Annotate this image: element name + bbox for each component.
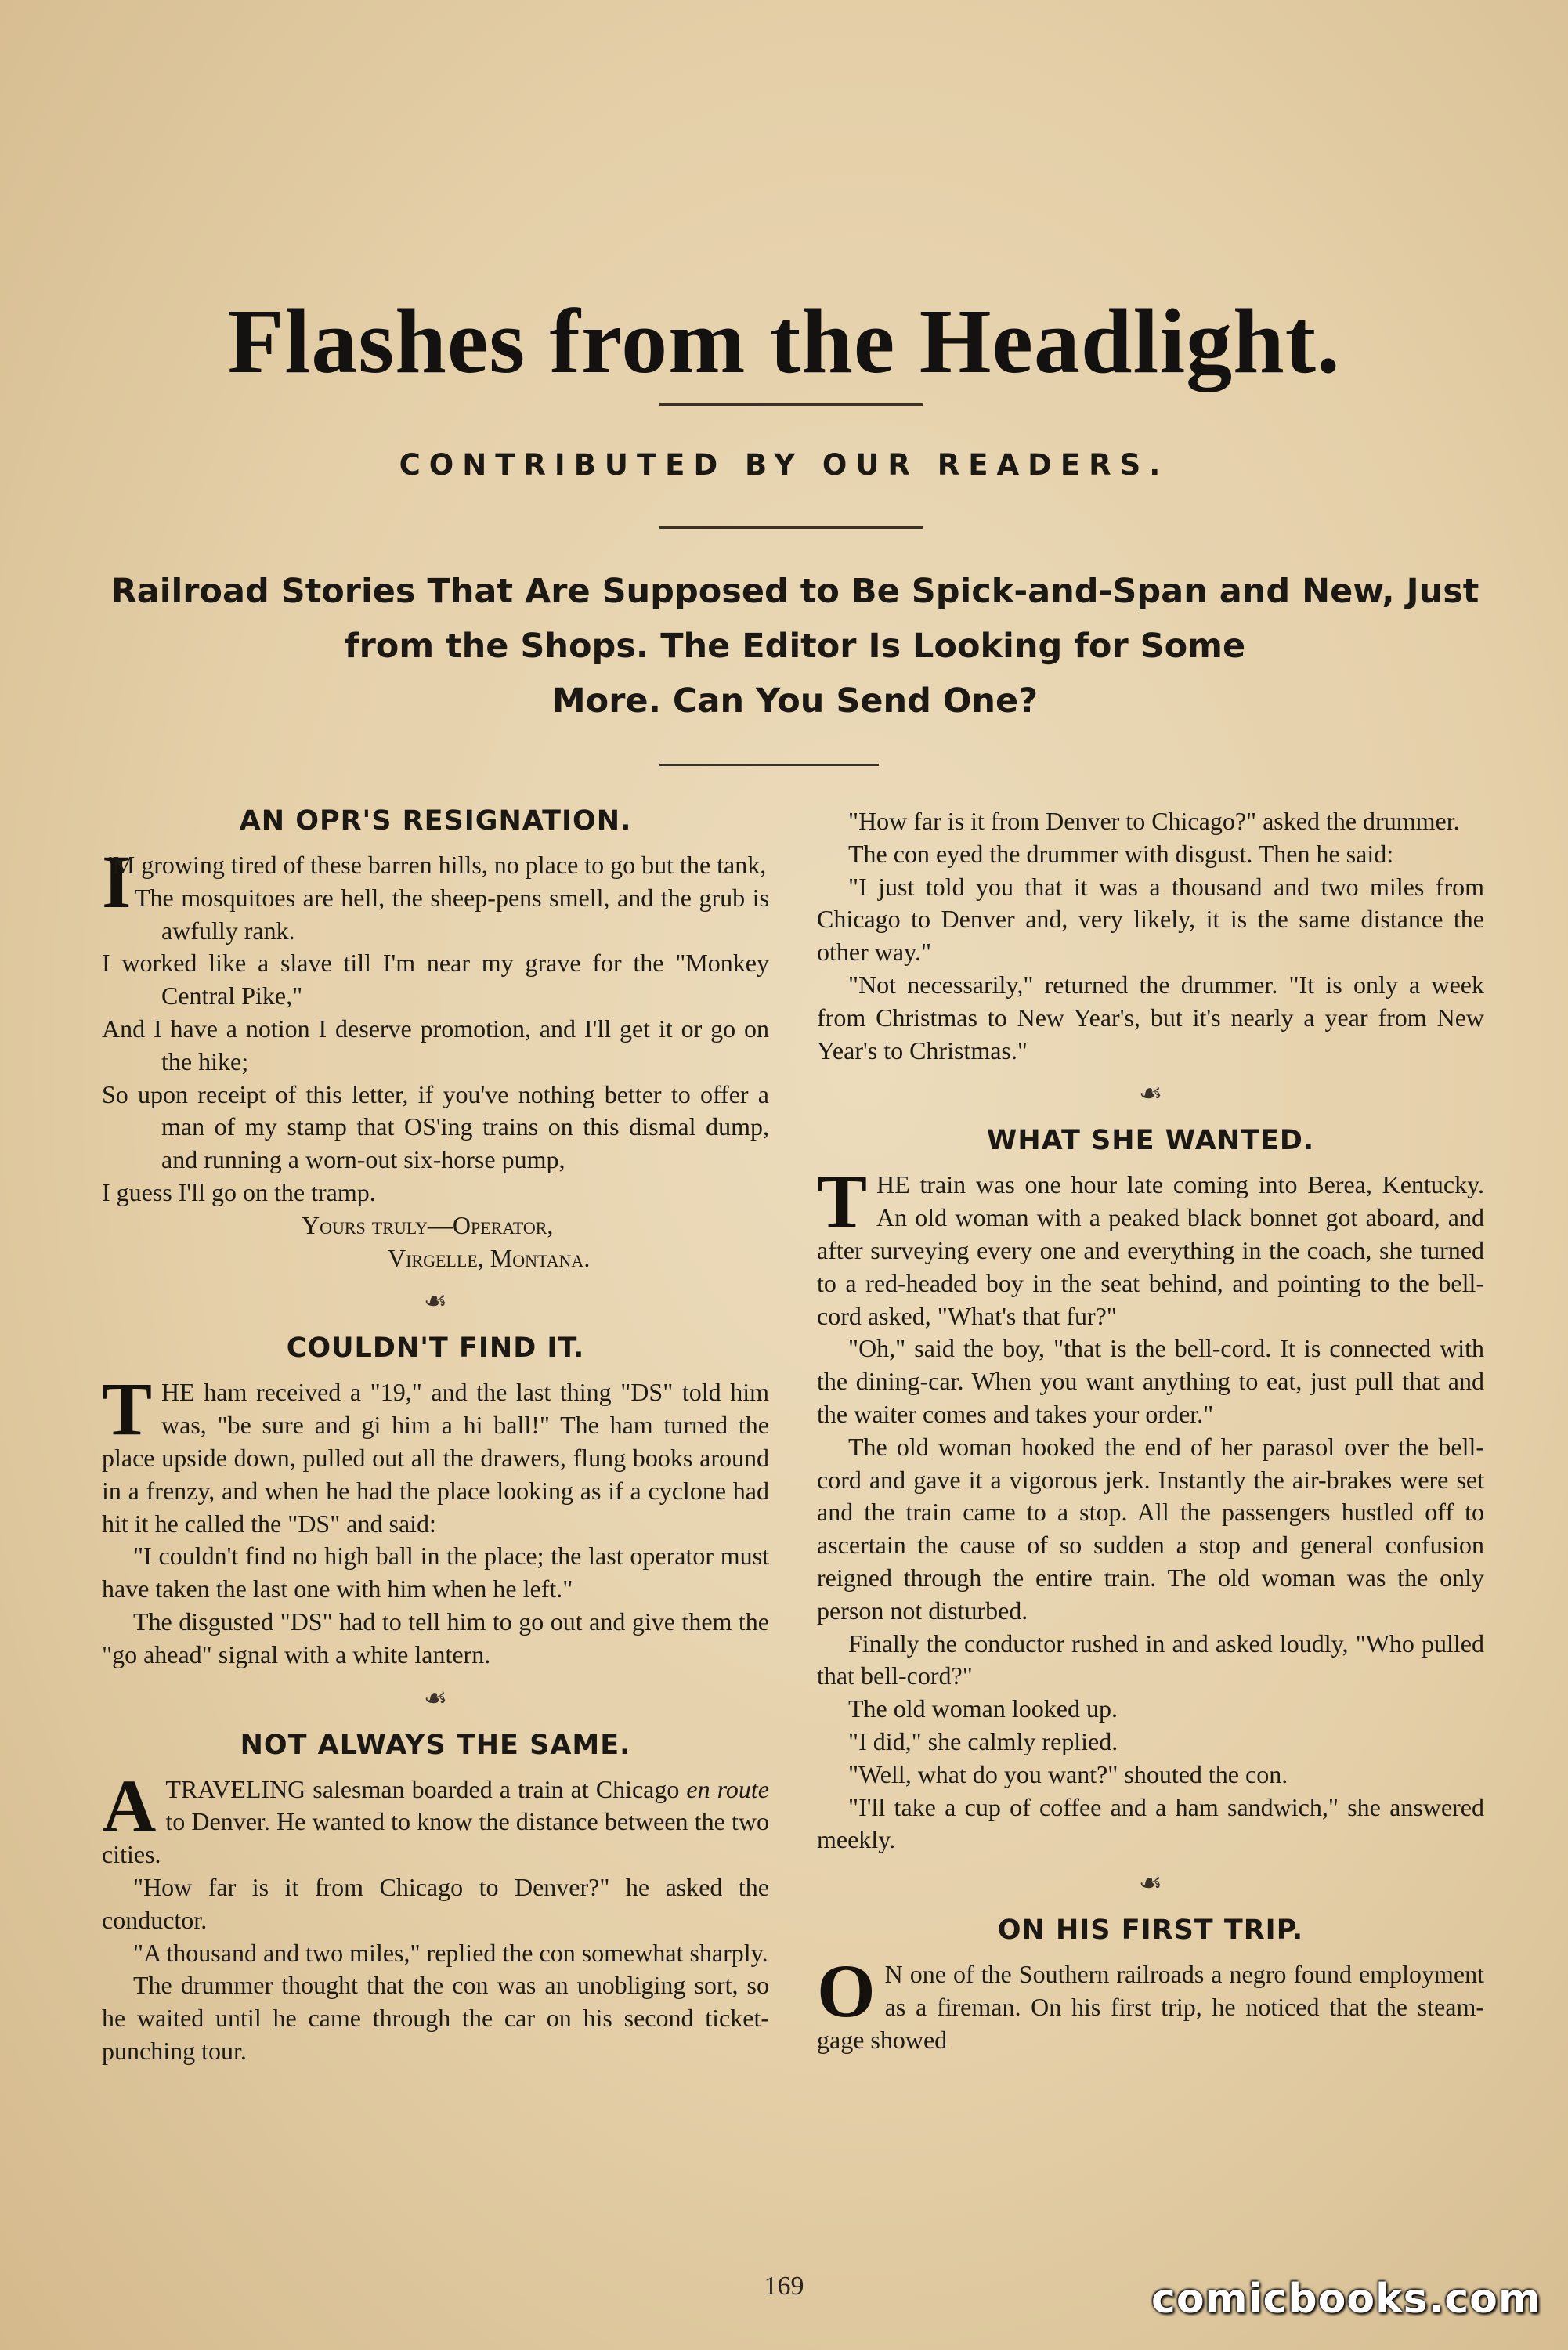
poem-line: So upon receipt of this letter, if you've nothing better to offer a man of my stamp that OS'ing trains on this dismal dump, and running a worn-out six-horse pump,	[102, 1079, 769, 1174]
story-paragraph: Finally the conductor rushed in and asked loudly, "Who pulled that bell-cord?"	[817, 1629, 1484, 1690]
poem-line: I guess I'll go on the tramp.	[102, 1177, 376, 1206]
story-paragraph: The old woman hooked the end of her parasol over the bell-cord and gave it a vigorous jerk. Instantly the air-brakes were set and the train came to a stop. All the passengers hustled off to ascertain the cause of so sudden a stop and general confusion reigned through the entire train. The old woman was the only person not disturbed.	[817, 1432, 1484, 1625]
poem-line: The mosquitoes are hell, the sheep-pens smell, and the grub is awfully rank.	[135, 883, 769, 945]
story-paragraph: "How far is it from Denver to Chicago?" asked the drummer.	[848, 807, 1460, 835]
story-what-she-wanted	[817, 1159, 1484, 1856]
story-paragraph: HE train was one hour late coming into Berea, Kentucky. An old woman with a peaked black bonnet got aboard, and after surveying every one and everything in the coach, she turned to a red-headed boy in the seat behind, and pointing to the bell-cord asked, "What's that fur?"	[817, 1170, 1484, 1330]
subheading-line-2: from the Shops. The Editor Is Looking for Some	[344, 627, 1246, 666]
story-heading-first-trip: ON HIS FIRST TRIP.	[997, 1914, 1304, 1947]
story-paragraph: N one of the Southern railroads a negro found employment as a fireman. On his first trip, he noticed that the steam-gage showed	[817, 1960, 1484, 2054]
story-paragraph: "Oh," said the boy, "that is the bell-cord. It is connected with the dining-car. When you want anything to eat, just pull that and the waiter comes and takes your order."	[817, 1334, 1484, 1428]
story-heading-not-always-same: NOT ALWAYS THE SAME.	[240, 1729, 631, 1761]
subheading	[102, 564, 1488, 728]
story-text: TRAVELING salesman boarded a train at Chicago	[165, 1774, 680, 1803]
ornament-icon: ☙	[1138, 1079, 1163, 1109]
subheading-line-3: More. Can You Send One?	[551, 682, 1039, 721]
poem-line: And I have a notion I deserve promotion, and I'll get it or go on the hike;	[102, 1014, 769, 1076]
story-paragraph: HE ham received a "19," and the last thing "DS" told him was, "be sure and gi him a hi ball!" The ham turned the place upside down, pulled out all the drawers, flung books around in a frenzy, and when he had the place looking as if a cyclone had hit it he called the "DS" and said:	[102, 1378, 769, 1538]
ornament-icon: ☙	[423, 1683, 448, 1713]
story-text: to Denver. He wanted to know the distance between the two cities.	[102, 1807, 769, 1869]
byline: CONTRIBUTED BY OUR READERS.	[399, 448, 1169, 482]
drop-cap: O	[817, 1949, 876, 2034]
story-heading-what-she-wanted: WHAT SHE WANTED.	[986, 1125, 1315, 1157]
right-column	[817, 805, 1484, 2057]
byline-divider	[659, 526, 923, 529]
story-paragraph: "Not necessarily," returned the drummer. "It is only a week from Christmas to New Year's, but it's nearly a year from New Year's to Christmas."	[817, 970, 1484, 1065]
poem-line: I worked like a slave till I'm near my grave for the "Monkey Central Pike,"	[102, 949, 769, 1010]
subheading-line-1: Railroad Stories That Are Supposed to Be Spick-and-Span and New, Just	[110, 572, 1479, 611]
story-first-trip	[817, 1949, 1484, 2056]
ornament-icon: ☙	[423, 1287, 448, 1317]
story-not-always-same-continued	[817, 805, 1484, 1067]
signature-name: Yours truly—Operator,	[302, 1210, 554, 1239]
page-number: 169	[764, 2272, 804, 2301]
left-column	[102, 805, 769, 2068]
story-paragraph: The con eyed the drummer with disgust. Then he said:	[848, 839, 1394, 868]
story-paragraph: The disgusted "DS" had to tell him to go out and give them the "go ahead" signal with a white lantern.	[102, 1607, 769, 1668]
story-paragraph: The old woman looked up.	[848, 1694, 1118, 1723]
watermark-logo: comicbooks.com	[1151, 2276, 1542, 2323]
story-text-italic: en route	[686, 1774, 770, 1803]
story-couldnt-find-it	[102, 1367, 769, 1671]
ornament-icon: ☙	[1138, 1869, 1163, 1899]
story-paragraph: "I'll take a cup of coffee and a ham sandwich," she answered meekly.	[817, 1792, 1484, 1854]
story-paragraph: The drummer thought that the con was an unobliging sort, so he waited until he came through the car on his second ticket-punching tour.	[102, 1971, 769, 2065]
drop-cap: T	[102, 1367, 153, 1452]
story-paragraph: "I did," she calmly replied.	[848, 1726, 1118, 1755]
signature-place: Virgelle, Montana.	[388, 1243, 591, 1272]
story-paragraph: "I just told you that it was a thousand and two miles from Chicago to Denver and, very likely, it is the same distance the other way."	[817, 872, 1484, 967]
story-opr-resignation: I 'M growing tired of these barren hills, no place to go but the tank, The mosquitoes are hell, the sheep-pens smell, and the grub is awfully rank. I worked like a slave till I'm near my grave for the "Monkey Central Pike," And I have a notion I deserve promotion, and I'll get it or go on the hike; So upon receipt of this letter, if you've nothing better to offer a man of my stamp that OS'ing trains on this dismal dump, and running a worn-out six-horse pump, I guess I'll go on the tramp. Yours truly—Operator, Virgelle, Montana.	[102, 849, 769, 1274]
poem-line: 'M growing tired of these barren hills, no place to go but the tank,	[108, 851, 767, 879]
page-title: Flashes from the Headlight.	[227, 290, 1341, 392]
drop-cap: A	[102, 1763, 157, 1848]
story-heading-opr-resignation: AN OPR'S RESIGNATION.	[239, 805, 632, 837]
story-paragraph: "Well, what do you want?" shouted the con.	[848, 1759, 1288, 1788]
story-heading-couldnt-find-it: COULDN'T FIND IT.	[286, 1332, 585, 1365]
subheading-divider	[659, 764, 879, 766]
title-divider	[659, 403, 923, 406]
drop-cap: T	[817, 1159, 868, 1244]
story-paragraph: "I couldn't find no high ball in the place; the last operator must have taken the last one with him when he left."	[102, 1542, 769, 1603]
story-paragraph: "How far is it from Chicago to Denver?" he asked the conductor.	[102, 1872, 769, 1934]
story-paragraph: "A thousand and two miles," replied the con somewhat sharply.	[133, 1938, 768, 1967]
story-not-always-same	[102, 1763, 770, 2068]
